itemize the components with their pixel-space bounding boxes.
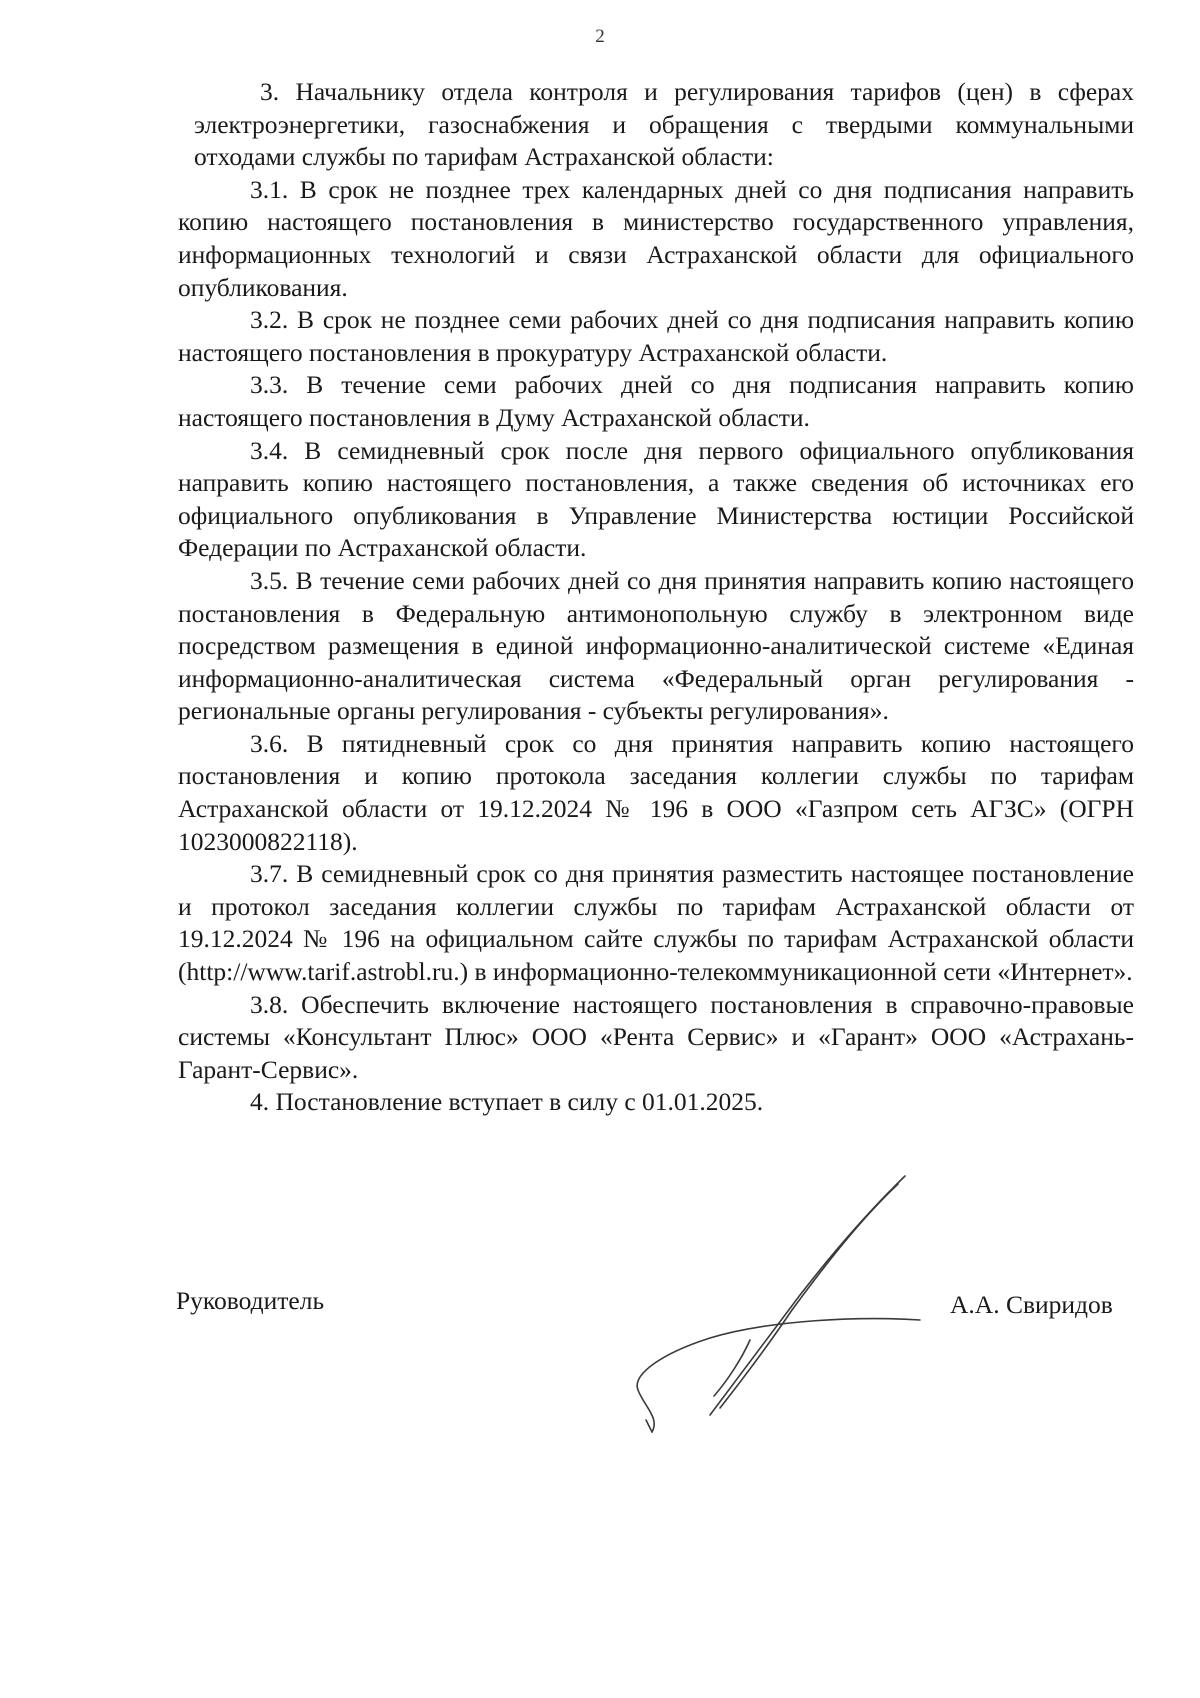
document-body	[178, 76, 1134, 1119]
signer-position: Руководитель	[176, 1286, 325, 1315]
paragraph-3-6: 3.6. В пятидневный срок со дня принятия направить копию настоящего постановления и копию протокола заседания коллегии службы по тарифам Астраханской области от 19.12.2024 № 196 в ООО «Газпром сеть АГЗС» (ОГРН 1023000822118).	[178, 728, 1134, 856]
handwritten-signature-icon	[630, 1170, 930, 1440]
paragraph-3-1: 3.1. В срок не позднее трех календарных дней со дня подписания направить копию настоящего постановления в министерство государственного управления, информационных технологий и связи Астраханской области для официального опубликования.	[178, 174, 1134, 302]
paragraph-3-5: 3.5. В течение семи рабочих дней со дня принятия направить копию настоящего постановления в Федеральную антимонопольную службу в электронном виде посредством размещения в единой информационно-аналитической системе «Единая информационно-аналитическая система «Федеральный орган регулирования - региональные органы регулирования - субъекты регулирования».	[178, 565, 1134, 726]
signer-name: А.А. Свиридов	[950, 1290, 1113, 1319]
paragraph-3-4: 3.4. В семидневный срок после дня первого официального опубликования направить копию настоящего постановления, а также сведения об источниках его официального опубликования в Управление Министерства юстиции Российской Федерации по Астраханской области.	[178, 435, 1134, 563]
page-number: 2	[595, 26, 605, 47]
paragraph-4: 4. Постановление вступает в силу с 01.01.2025.	[250, 1087, 764, 1117]
paragraph-3-3: 3.3. В течение семи рабочих дней со дня подписания направить копию настоящего постановления в Думу Астраханской области.	[178, 370, 1134, 432]
paragraph-3: 3. Начальнику отдела контроля и регулирования тарифов (цен) в сферах электроэнергетики, газоснабжения и обращения с твердыми коммунальными отходами службы по тарифам Астраханской области:	[194, 77, 1134, 172]
paragraph-3-8: 3.8. Обеспечить включение настоящего постановления в справочно-правовые системы «Консультант Плюс» ООО «Рента Сервис» и «Гарант» ООО «Астрахань-Гарант-Сервис».	[178, 989, 1134, 1084]
paragraph-3-2: 3.2. В срок не позднее семи рабочих дней со дня подписания направить копию настоящего постановления в прокуратуру Астраханской области.	[178, 305, 1134, 367]
paragraph-3-7: 3.7. В семидневный срок со дня принятия разместить настоящее постановление и протокол заседания коллегии службы по тарифам Астраханской области от 19.12.2024 № 196 на официальном сайте службы по тарифам Астраханской области (http://www.tarif.astrobl.ru.) в информационно-телекоммуникационной сети «Интернет».	[178, 859, 1134, 987]
